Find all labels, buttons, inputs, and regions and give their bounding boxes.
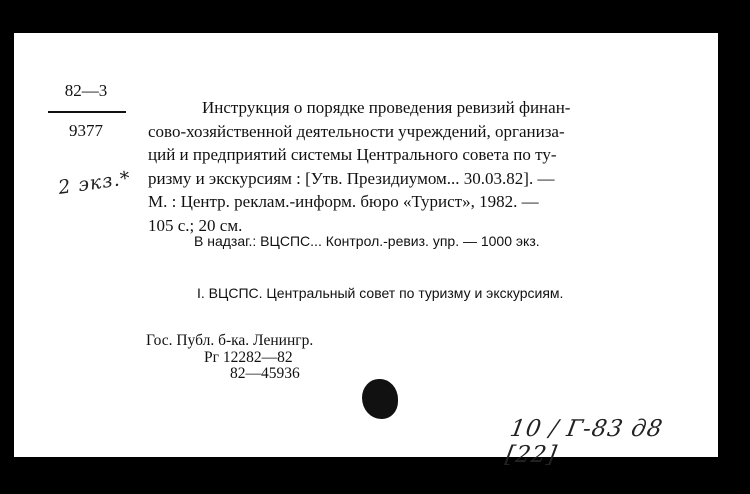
- call-number-top: 82—3: [64, 81, 108, 100]
- description-line: М. : Центр. реклам.-информ. бюро «Турист», 1982. —: [148, 192, 539, 211]
- handwritten-copies-note: 2 экз.*: [56, 167, 133, 199]
- library-stamp: [146, 333, 313, 383]
- bibliographic-description: [148, 96, 706, 237]
- description-line: ций и предприятий системы Центрального совета по ту-: [148, 145, 557, 164]
- description-line: Инструкция о порядке проведения ревизий финан-: [202, 98, 571, 117]
- description-line: ризму и экскурсиям : [Утв. Президиумом... 30.03.82]. —: [148, 168, 555, 188]
- call-number-bottom: 9377: [69, 121, 103, 140]
- library-name: Гос. Публ. б-ка. Ленингр.: [146, 332, 314, 349]
- registration-number: Рг 12282—82: [204, 348, 293, 366]
- call-number-divider: [48, 111, 126, 113]
- description-line: сово-хозяйственной деятельности учреждений, организа-: [148, 121, 565, 141]
- handwritten-shelf-mark: 10 / Г-83 д8 [22]: [503, 416, 666, 468]
- description-line: 105 с.; 20 см.: [148, 215, 243, 235]
- record-number: 82—45936: [230, 365, 300, 382]
- series-note: В надзаг.: ВЦСПС... Контрол.-ревиз. упр. — 1000 экз.: [194, 233, 540, 249]
- catalog-card: [14, 33, 718, 468]
- subject-heading: I. ВЦСПС. Центральный совет по туризму и экскурсиям.: [197, 285, 564, 301]
- ink-blot: [362, 379, 398, 419]
